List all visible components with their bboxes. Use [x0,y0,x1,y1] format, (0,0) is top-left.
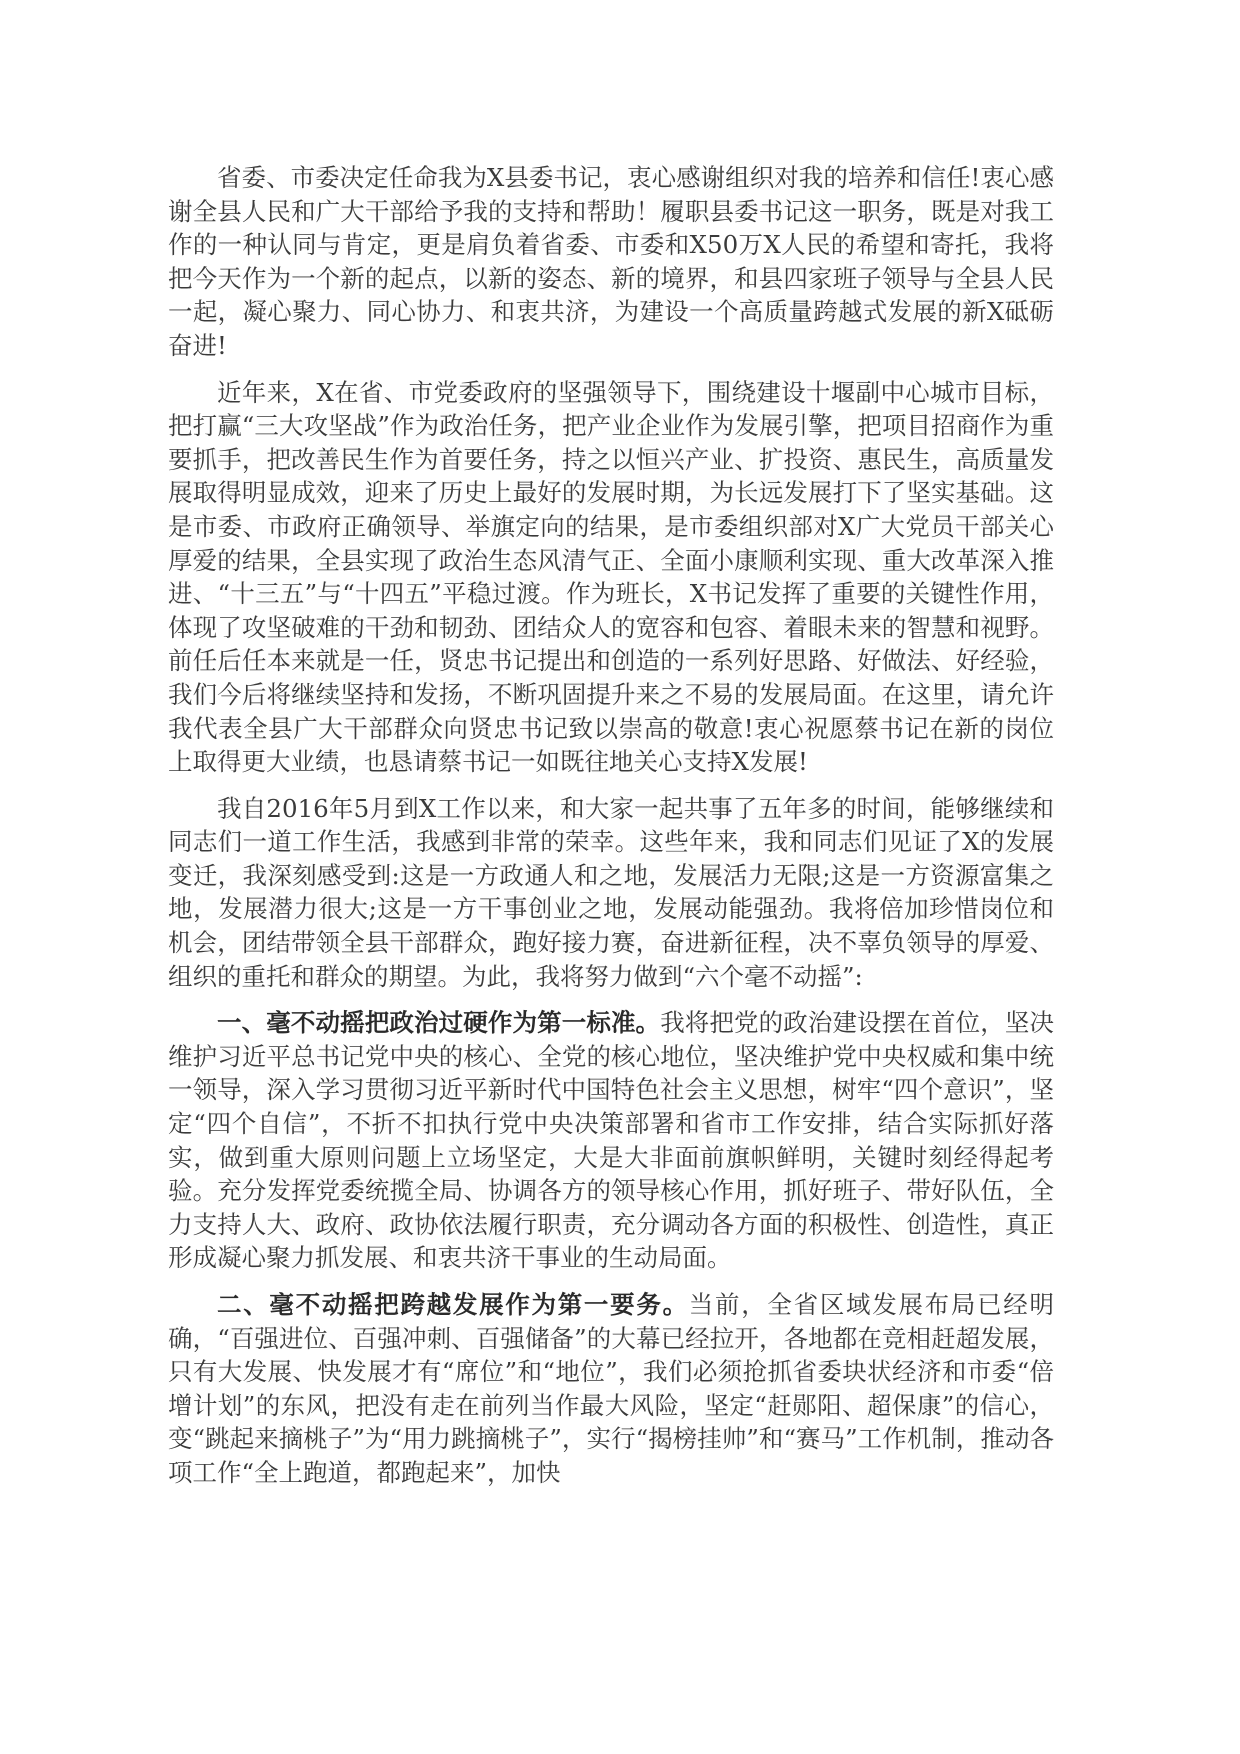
paragraph-text: 省委、市委决定任命我为X县委书记，衷心感谢组织对我的培养和信任!衷心感谢全县人民和广大干部给予我的支持和帮助！履职县委书记这一职务，既是对我工作的一种认同与肯定，更是肩负着省委、市委和X50万X人民的希望和寄托，我将把今天作为一个新的起点，以新的姿态、新的境界，和县四家班子领导与全县人民一起，凝心聚力、同心协力、和衷共济，为建设一个高质量跨越式发展的新X砥砺奋进! [168,163,1054,360]
paragraph-text: 我自2016年5月到X工作以来，和大家一起共事了五年多的时间，能够继续和同志们一道工作生活，我感到非常的荣幸。这些年来，我和同志们见证了X的发展变迁，我深刻感受到:这是一方政通人和之地，发展活力无限;这是一方资源富集之地，发展潜力很大;这是一方干事创业之地，发展动能强劲。我将倍加珍惜岗位和机会，团结带领全县干部群众，跑好接力赛，奋进新征程，决不辜负领导的厚爱、组织的重托和群众的期望。为此，我将努力做到“六个毫不动摇”: [168,793,1054,991]
document-page [168,161,1054,1503]
paragraph-text: 我将把党的政治建设摆在首位，坚决维护习近平总书记党中央的核心、全党的核心地位，坚决维护党中央权威和集中统一领导，深入学习贯彻习近平新时代中国特色社会主义思想，树牢“四个意识”，坚定“四个自信”，不折不扣执行党中央决策部署和省市工作安排，结合实际抓好落实，做到重大原则问题上立场坚定，大是大非面前旗帜鲜明，关键时刻经得起考验。充分发挥党委统揽全局、协调各方的领导核心作用，抓好班子、带好队伍，全力支持人大、政府、政协依法履行职责，充分调动各方面的积极性、创造性，真正形成凝心聚力抓发展、和衷共济干事业的生动局面。 [168,1008,1055,1273]
paragraph-text: 近年来，X在省、市党委政府的坚强领导下，围绕建设十堰副中心城市目标，把打赢“三大攻坚战”作为政治任务，把产业企业作为发展引擎，把项目招商作为重要抓手，把改善民生作为首要任务，持之以恒兴产业、扩投资、惠民生，高质量发展取得明显成效，迎来了历史上最好的发展时期，为长远发展打下了坚实基础。这是市委、市政府正确领导、举旗定向的结果，是市委组织部对X广大党员干部关心厚爱的结果，全县实现了政治生态风清气正、全面小康顺利实现、重大改革深入推进、“十三五”与“十四五”平稳过渡。作为班长，X书记发挥了重要的关键性作用，体现了攻坚破难的干劲和韧劲、团结众人的宽容和包容、着眼未来的智慧和视野。前任后任本来就是一任，贤忠书记提出和创造的一系列好思路、好做法、好经验，我们今后将继续坚持和发扬，不断巩固提升来之不易的发展局面。在这里，请允许我代表全县广大干部群众向贤忠书记致以崇高的敬意!衷心祝愿蔡书记在新的岗位上取得更大业绩，也恳请蔡书记一如既往地关心支持X发展! [168,377,1054,777]
paragraph-point-two [168,1288,1054,1490]
paragraph-text: 当前，全省区域发展布局已经明确，“百强进位、百强冲刺、百强储备”的大幕已经拉开，各地都在竞相赶超发展，只有大发展、快发展才有“席位”和“地位”，我们必须抢抓省委块状经济和市委“倍增计划”的东风，把没有走在前列当作最大风险，坚定“赶郧阳、超保康”的信心，变“跳起来摘桃子”为“用力跳摘桃子”，实行“揭榜挂帅”和“赛马”工作机制，推动各项工作“全上跑道，都跑起来”，加快 [168,1290,1055,1487]
paragraph-recent-years [168,376,1054,779]
point-heading: 一、毫不动摇把政治过硬作为第一标准。 [217,1008,661,1038]
paragraph-appointment-thanks [168,161,1054,363]
point-heading: 二、毫不动摇把跨越发展作为第一要务。 [217,1290,689,1319]
paragraph-work-since-2016 [168,792,1054,994]
paragraph-point-one [168,1006,1054,1275]
